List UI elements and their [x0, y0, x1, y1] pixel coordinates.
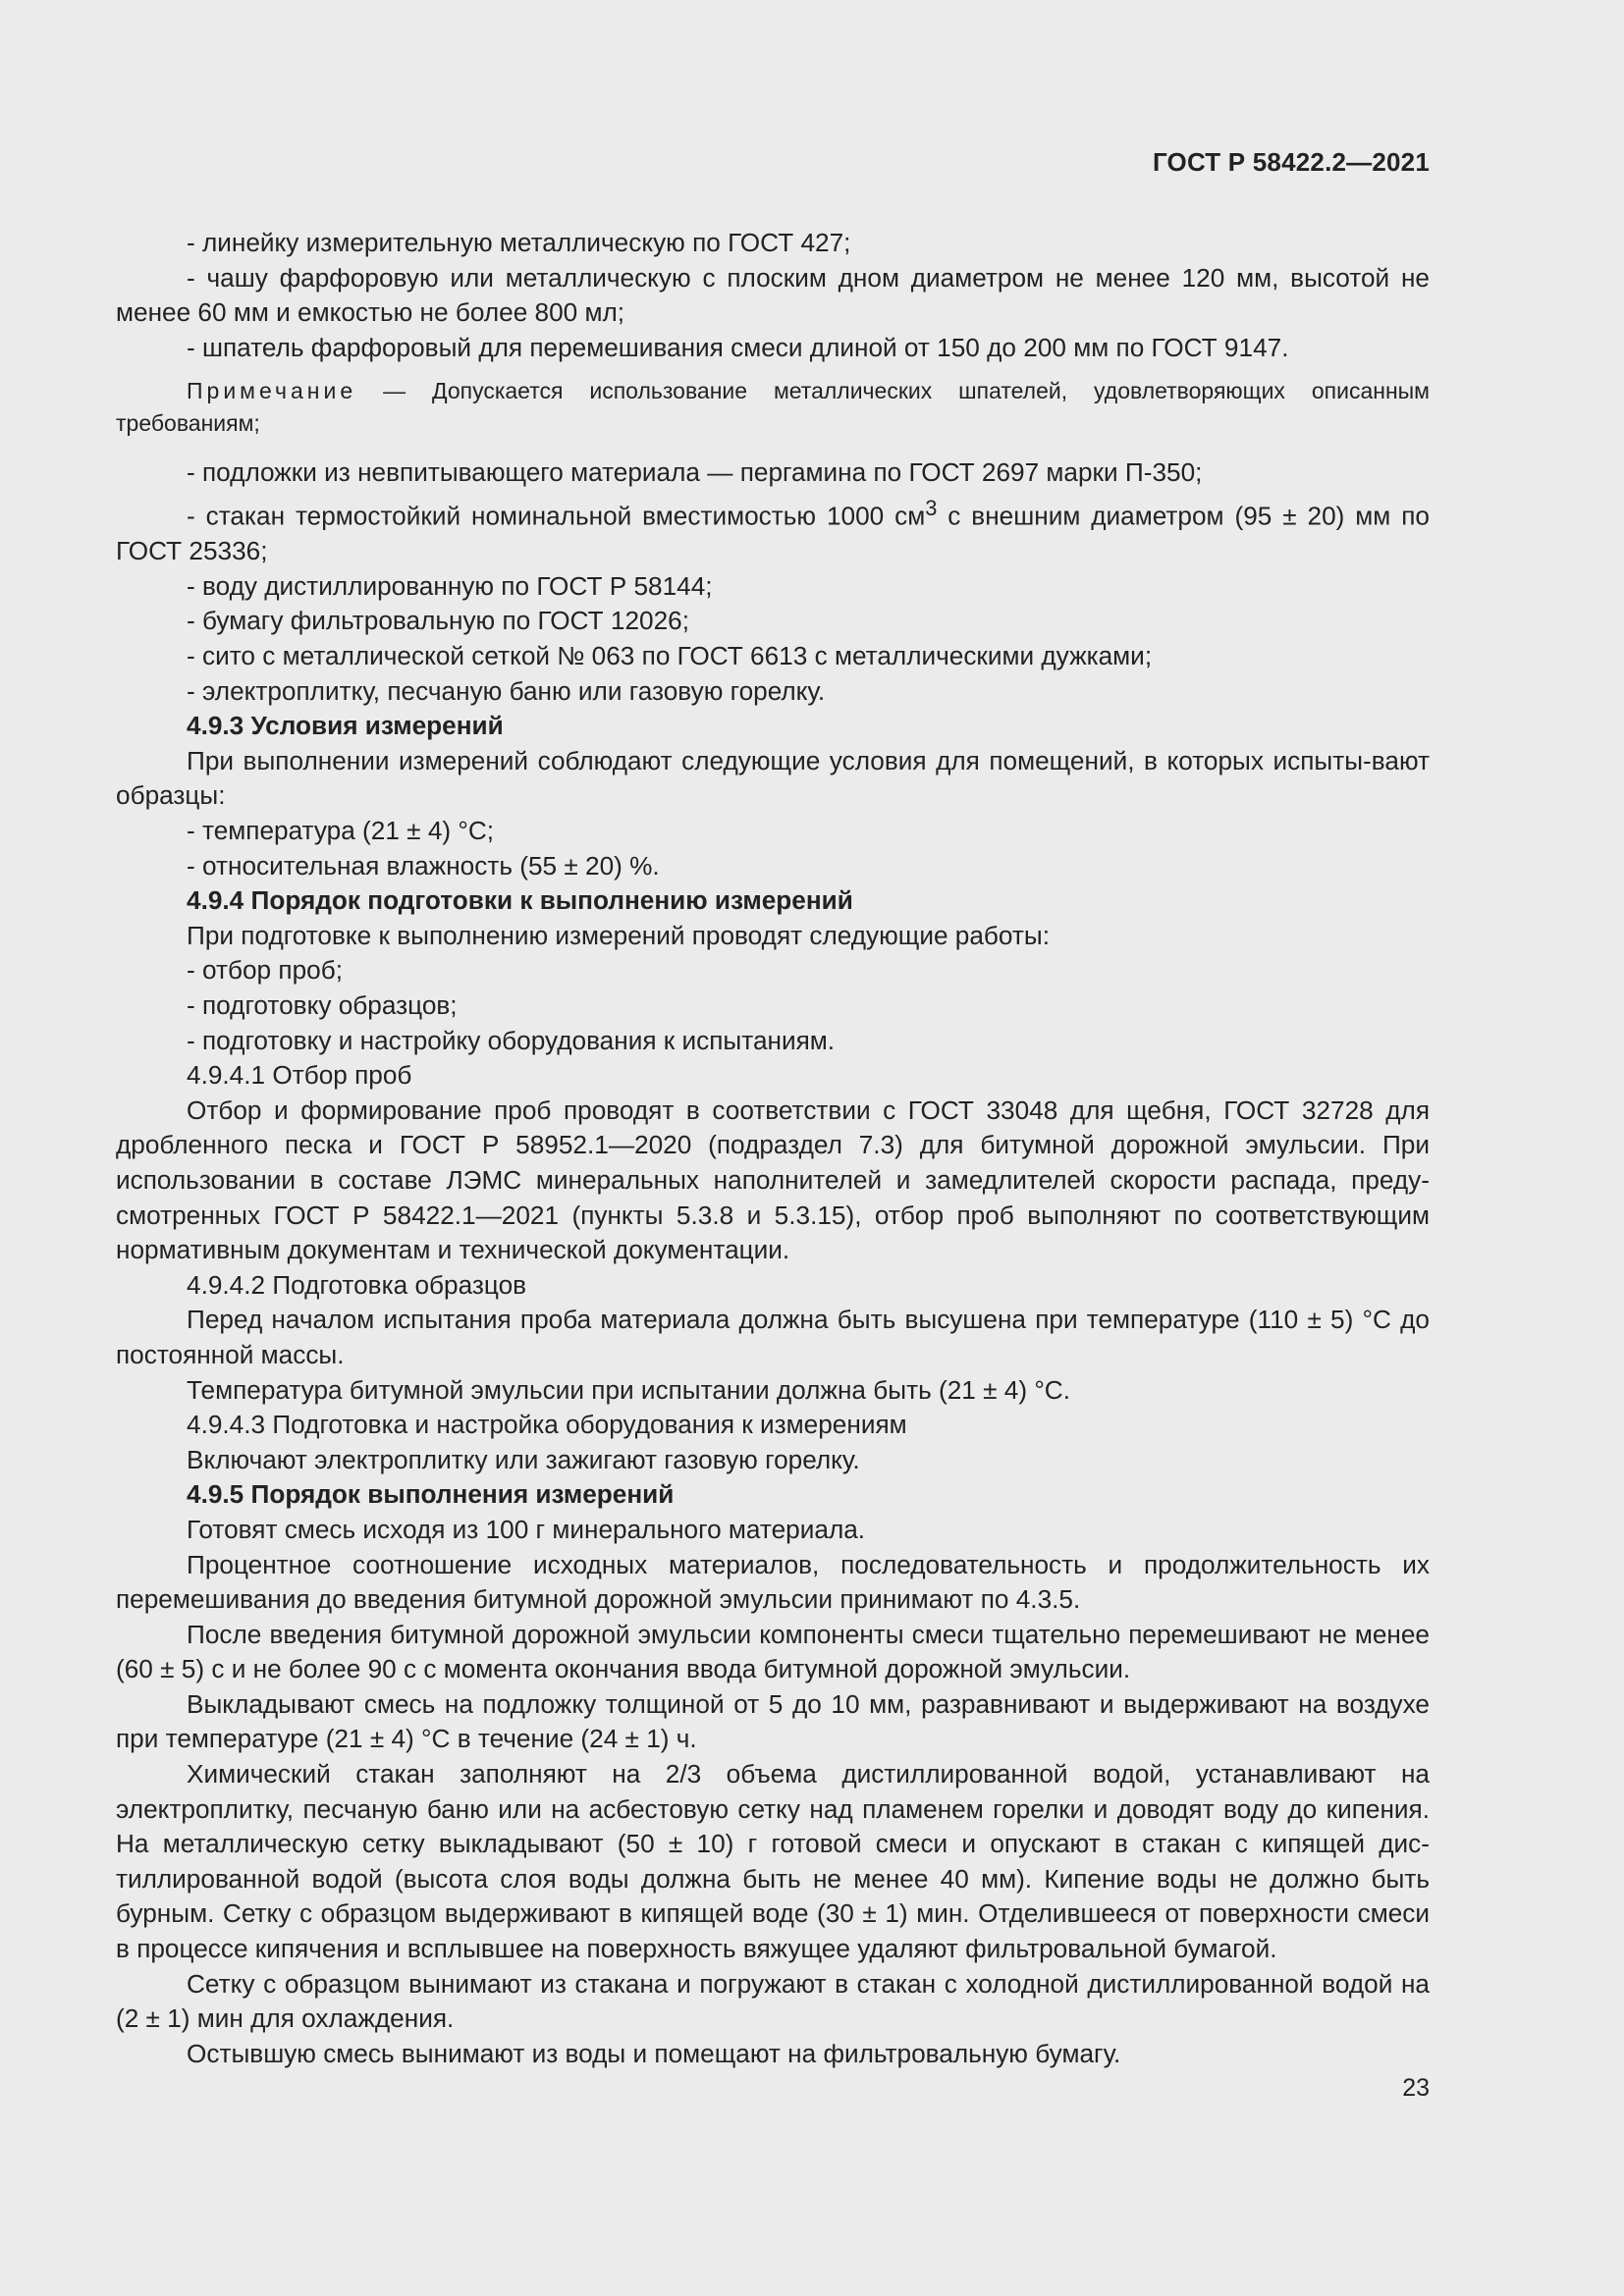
list-item: - шпатель фарфоровый для перемешивания смеси длиной от 150 до 200 мм по ГОСТ 9147.	[187, 332, 1289, 362]
paragraph: Температура битумной эмульсии при испытании должна быть (21 ± 4) °С.	[187, 1374, 1070, 1405]
note	[116, 375, 1430, 440]
note-text: — Допускается использование металлических шпателей, удовлетворяющих описанным требованиям;	[116, 378, 1430, 437]
section-heading: 4.9.4 Порядок подготовки к выполнению измерений	[187, 885, 853, 916]
list-item: - электроплитку, песчаную баню или газовую горелку.	[187, 675, 826, 706]
paragraph: Выкладывают смесь на подложку толщиной от 5 до 10 мм, разравнивают и выдерживают на воздухе при температуре (21 ± 4) °С в течение (24 ± 1) ч.	[116, 1688, 1430, 1754]
subsection-heading: 4.9.4.3 Подготовка и настройка оборудования к измерениям	[187, 1410, 907, 1440]
paragraph: Включают электроплитку или зажигают газовую горелку.	[187, 1444, 860, 1474]
list-item: - линейку измерительную металлическую по ГОСТ 427;	[187, 228, 851, 257]
list-item: - отбор проб;	[187, 955, 343, 986]
list-item: - стакан термостойкий номинальной вместимостью 1000 $см^3$ с внешним диаметром (95 ± 20) мм по ГОСТ 25336;	[116, 495, 1430, 566]
paragraph: Перед началом испытания проба материала должна быть высушена при температуре (110 ± 5) °С до постоянной массы.	[116, 1305, 1430, 1369]
list-item: - подготовку и настройку оборудования к испытаниям.	[187, 1025, 836, 1055]
paragraph: Химический стакан заполняют на 2/3 объема дистиллированной водой, устанавливают на электроплитку, песчаную баню или на асбестовую сетку над пламенем горелки и доводят воду до кипения. На металлическую сетку выкладывают (50 ± 10) г готовой смеси и опускают в стакан с кипящей дис-тиллированной водой (высота слоя воды должна быть не менее 40 мм). Кипение воды не должно быть бурным. Сетку с образцом выдерживают в кипящей воде (30 ± 1) мин. Отделившееся от поверхности смеси в процессе кипячения и всплывшее на поверхность вяжущее удаляют фильтровальной бумагой.	[116, 1759, 1430, 1964]
paragraph: Отбор и формирование проб проводят в соответствии с ГОСТ 33048 для щебня, ГОСТ 32728 для дробленного песка и ГОСТ Р 58952.1—2020 (подраздел 7.3) для битумной дорожной эмульсии. При использовании в составе ЛЭМС минеральных наполнителей и замедлителей скорости распада, преду-смотренных ГОСТ Р 58422.1—2021 (пункты 5.3.8 и 5.3.15), отбор проб выполняют по соответствующим нормативным документам и технической документации.	[116, 1095, 1430, 1265]
note-label: Примечание	[187, 378, 357, 404]
list-item: - подготовку образцов;	[187, 990, 458, 1021]
list-item: - сито с металлической сеткой № 063 по ГОСТ 6613 с металлическими дужками;	[187, 641, 1153, 671]
page-number: 23	[1402, 2074, 1430, 2102]
subsection-heading: 4.9.4.1 Отбор проб	[187, 1060, 412, 1091]
paragraph: После введения битумной дорожной эмульсии компоненты смеси тщательно перемешивают не менее (60 ± 5) с и не более 90 с с момента окончания ввода битумной дорожной эмульсии.	[116, 1619, 1430, 1684]
document-body	[116, 226, 1430, 2071]
section-heading: 4.9.3 Условия измерений	[187, 711, 504, 741]
document-header: ГОСТ Р 58422.2—2021	[1152, 147, 1430, 177]
paragraph: При подготовке к выполнению измерений проводят следующие работы:	[187, 920, 1050, 950]
paragraph: При выполнении измерений соблюдают следующие условия для помещений, в которых испыты-вают образцы:	[116, 745, 1430, 811]
list-item: - бумагу фильтровальную по ГОСТ 12026;	[187, 606, 689, 636]
paragraph: Сетку с образцом вынимают из стакана и погружают в стакан с холодной дистиллированной водой на (2 ± 1) мин для охлаждения.	[116, 1968, 1430, 2034]
list-item: - воду дистиллированную по ГОСТ Р 58144;	[187, 570, 713, 601]
section-heading: 4.9.5 Порядок выполнения измерений	[187, 1479, 675, 1510]
subsection-heading: 4.9.4.2 Подготовка образцов	[187, 1269, 527, 1300]
paragraph: Остывшую смесь вынимают из воды и помещают на фильтровальную бумагу.	[187, 2038, 1121, 2068]
list-item: - относительная влажность (55 ± 20) %.	[187, 850, 660, 881]
list-item: - температура (21 ± 4) °С;	[187, 816, 495, 846]
list-item: - чашу фарфоровую или металлическую с плоским дном диаметром не менее 120 мм, высотой не менее 60 мм и емкостью не более 800 мл;	[116, 262, 1430, 328]
paragraph: Готовят смесь исходя из 100 г минерального материала.	[187, 1514, 866, 1544]
list-item: - подложки из невпитывающего материала — пергамина по ГОСТ 2697 марки П-350;	[187, 457, 1203, 488]
paragraph: Процентное соотношение исходных материалов, последовательность и продолжительность их перемешивания до введения битумной дорожной эмульсии принимают по 4.3.5.	[116, 1549, 1430, 1615]
